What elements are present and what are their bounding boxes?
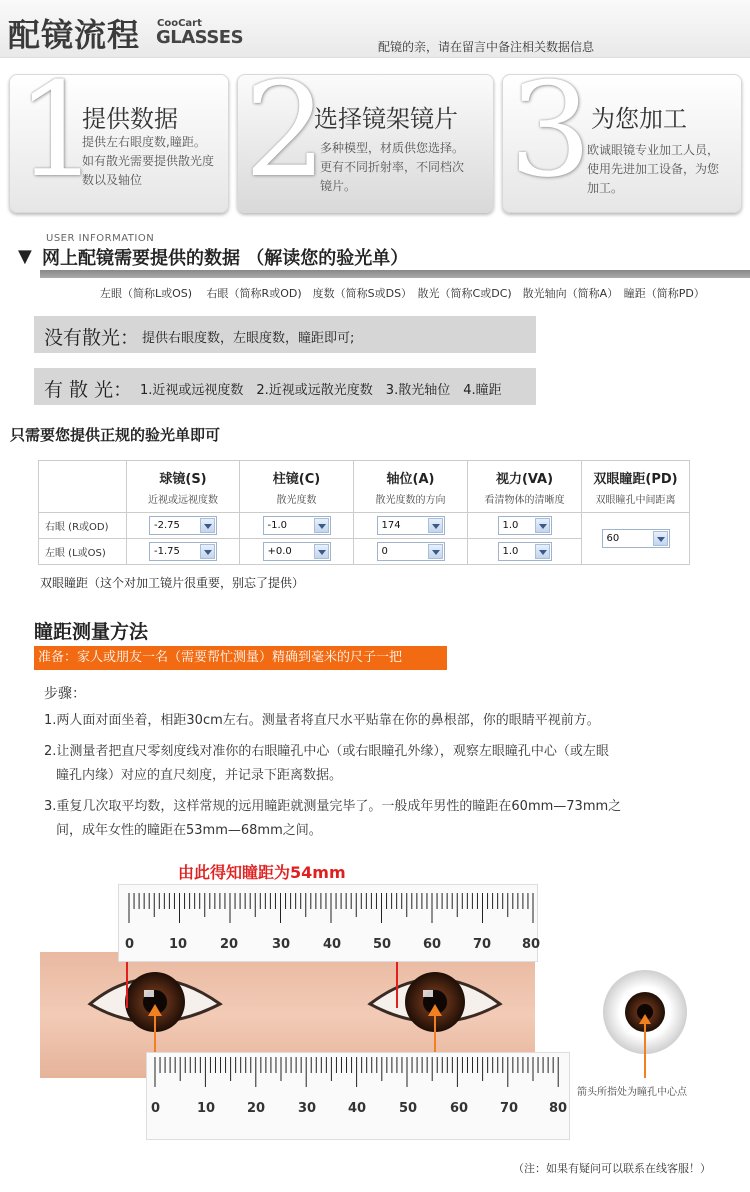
step-3b: 间，成年女性的瞳距在53mm—68mm之间。 bbox=[56, 823, 322, 838]
abbreviation-legend: 左眼（简称L或OS) 右眼（简称R或OD) 度数（简称S或DS） 散光（简称C或DC) 散光轴向（简称A） 瞳距（简称PD） bbox=[100, 287, 705, 300]
chevron-down-icon bbox=[314, 518, 329, 533]
chevron-down-icon bbox=[314, 544, 329, 559]
chevron-down-icon bbox=[535, 518, 550, 533]
step-3a: 3.重复几次取平均数，这样常规的远用瞳距就测量完毕了。一般成年男性的瞳距在60mm—73mm之 bbox=[44, 799, 622, 814]
ruler-label: 20 bbox=[247, 1101, 266, 1116]
prep-banner: 准备：家人或朋友一名（需要帮忙测量）精确到毫米的尺子一把 bbox=[34, 646, 447, 670]
footer-note: （注：如果有疑问可以联系在线客服！） bbox=[513, 1162, 711, 1175]
no-astigmatism-label: 没有散光： bbox=[44, 327, 140, 349]
chevron-down-icon bbox=[200, 544, 215, 559]
ruler-label: 80 bbox=[522, 937, 541, 952]
ruler-label: 40 bbox=[323, 937, 342, 952]
ruler-label: 10 bbox=[169, 937, 188, 952]
table-header-row bbox=[39, 461, 690, 513]
chevron-down-icon bbox=[535, 544, 550, 559]
ruler-label: 80 bbox=[549, 1101, 568, 1116]
section-divider bbox=[40, 270, 750, 278]
user-info-label: USER INFORMATION bbox=[46, 233, 155, 244]
row-label-right: 右眼 (R或OD) bbox=[39, 513, 127, 539]
user-info-title: 网上配镜需要提供的数据 （解读您的验光单） bbox=[42, 248, 409, 269]
steps-label: 步骤： bbox=[44, 686, 86, 702]
chevron-down-icon bbox=[653, 531, 668, 546]
step-card-3 bbox=[502, 74, 742, 213]
left-cylinder-select[interactable]: +0.0 bbox=[263, 542, 331, 561]
pd-note: 双眼瞳距（这个对加工镜片很重要，别忘了提供） bbox=[40, 576, 305, 590]
step-card-1 bbox=[9, 74, 229, 213]
no-astigmatism-text: 提供右眼度数，左眼度数，瞳距即可; bbox=[142, 331, 355, 346]
chevron-down-icon bbox=[428, 544, 443, 559]
step-card-2 bbox=[237, 74, 494, 213]
step-title-2: 选择镜架镜片 bbox=[314, 105, 458, 133]
chevron-down-icon bbox=[428, 518, 443, 533]
right-axis-select[interactable]: 174 bbox=[377, 516, 445, 535]
ruler-label: 0 bbox=[151, 1101, 161, 1116]
header-sphere: 球镜(S) 近视或远视度数 bbox=[127, 461, 240, 513]
step-desc-1: 提供左右眼度数,瞳距。 如有散光需要提供散光度 数以及轴位 bbox=[82, 135, 215, 187]
ruler-label: 0 bbox=[125, 937, 135, 952]
row-label-left: 左眼 (L或OS) bbox=[39, 539, 127, 565]
table-heading: 只需要您提供正规的验光单即可 bbox=[10, 426, 221, 444]
result-text: 由此得知瞳距为54mm bbox=[178, 863, 346, 882]
right-cylinder-select[interactable]: -1.0 bbox=[263, 516, 331, 535]
left-va-select[interactable]: 1.0 bbox=[498, 542, 552, 561]
header-axis: 轴位(A) 散光度数的方向 bbox=[354, 461, 468, 513]
left-sphere-select[interactable]: -1.75 bbox=[149, 542, 217, 561]
ruler-top bbox=[118, 884, 541, 962]
brand-top: CooCart bbox=[157, 18, 202, 29]
measure-heading: 瞳距测量方法 bbox=[34, 621, 149, 643]
ruler-bottom-labels bbox=[151, 1101, 567, 1121]
left-axis-select[interactable]: 0 bbox=[377, 542, 445, 561]
table-row bbox=[39, 513, 690, 539]
right-va-select[interactable]: 1.0 bbox=[498, 516, 552, 535]
step-2b: 瞳孔内缘）对应的直尺刻度，并记录下距离数据。 bbox=[56, 768, 343, 783]
step-number-3: 3 bbox=[509, 74, 592, 206]
step-desc-3: 欧诚眼镜专业加工人员， 使用先进加工设备，为您 加工。 bbox=[587, 143, 720, 195]
step-title-1: 提供数据 bbox=[82, 105, 178, 133]
right-sphere-select[interactable]: -2.75 bbox=[149, 516, 217, 535]
step-number-1: 1 bbox=[16, 74, 99, 206]
ruler-bottom bbox=[146, 1052, 570, 1140]
header-va: 视力(VA) 看清物体的清晰度 bbox=[468, 461, 582, 513]
astigmatism-label: 有 散 光： bbox=[44, 379, 133, 401]
header-cylinder: 柱镜(C) 散光度数 bbox=[240, 461, 354, 513]
ruler-top-labels bbox=[125, 937, 541, 957]
page-title: 配镜流程 bbox=[8, 16, 141, 54]
ruler-label: 50 bbox=[399, 1101, 418, 1116]
header-note: 配镜的亲，请在留言中备注相关数据信息 bbox=[378, 40, 595, 54]
ruler-label: 30 bbox=[272, 937, 291, 952]
step-2a: 2.让测量者把直尺零刻度线对准你的右眼瞳孔中心（或右眼瞳孔外缘），观察左眼瞳孔中心（或左眼 bbox=[44, 744, 609, 759]
chevron-down-icon bbox=[200, 518, 215, 533]
brand-bottom: GLASSES bbox=[156, 27, 244, 48]
ruler-bottom-ticks bbox=[147, 1053, 571, 1141]
eye-note: 箭头所指处为瞳孔中心点 bbox=[577, 1087, 687, 1098]
ruler-label: 70 bbox=[500, 1101, 519, 1116]
astigmatism-box bbox=[34, 368, 536, 405]
no-astigmatism-box bbox=[34, 316, 536, 353]
ruler-label: 60 bbox=[423, 937, 442, 952]
down-arrow-icon: ▼ bbox=[18, 246, 32, 267]
prescription-table bbox=[38, 460, 690, 565]
step-desc-2: 多种模型，材质供您选择。 更有不同折射率，不同档次 镜片。 bbox=[320, 141, 465, 193]
ruler-label: 70 bbox=[473, 937, 492, 952]
ruler-label: 60 bbox=[450, 1101, 469, 1116]
header-pd: 双眼瞳距(PD) 双眼瞳孔中间距离 bbox=[582, 461, 690, 513]
ruler-label: 40 bbox=[348, 1101, 367, 1116]
ruler-label: 50 bbox=[373, 937, 392, 952]
pd-select[interactable]: 60 bbox=[602, 529, 670, 548]
step-number-2: 2 bbox=[244, 74, 327, 206]
ruler-label: 30 bbox=[298, 1101, 317, 1116]
step-1: 1.两人面对面坐着，相距30cm左右。测量者将直尺水平贴靠在你的鼻根部，你的眼睛平视前方。 bbox=[44, 713, 600, 728]
ruler-label: 20 bbox=[220, 937, 239, 952]
astigmatism-text: 1.近视或远视度数 2.近视或远散光度数 3.散光轴位 4.瞳距 bbox=[140, 383, 502, 398]
step-title-3: 为您加工 bbox=[591, 105, 687, 133]
corner-cell bbox=[39, 461, 127, 513]
ruler-label: 10 bbox=[197, 1101, 216, 1116]
